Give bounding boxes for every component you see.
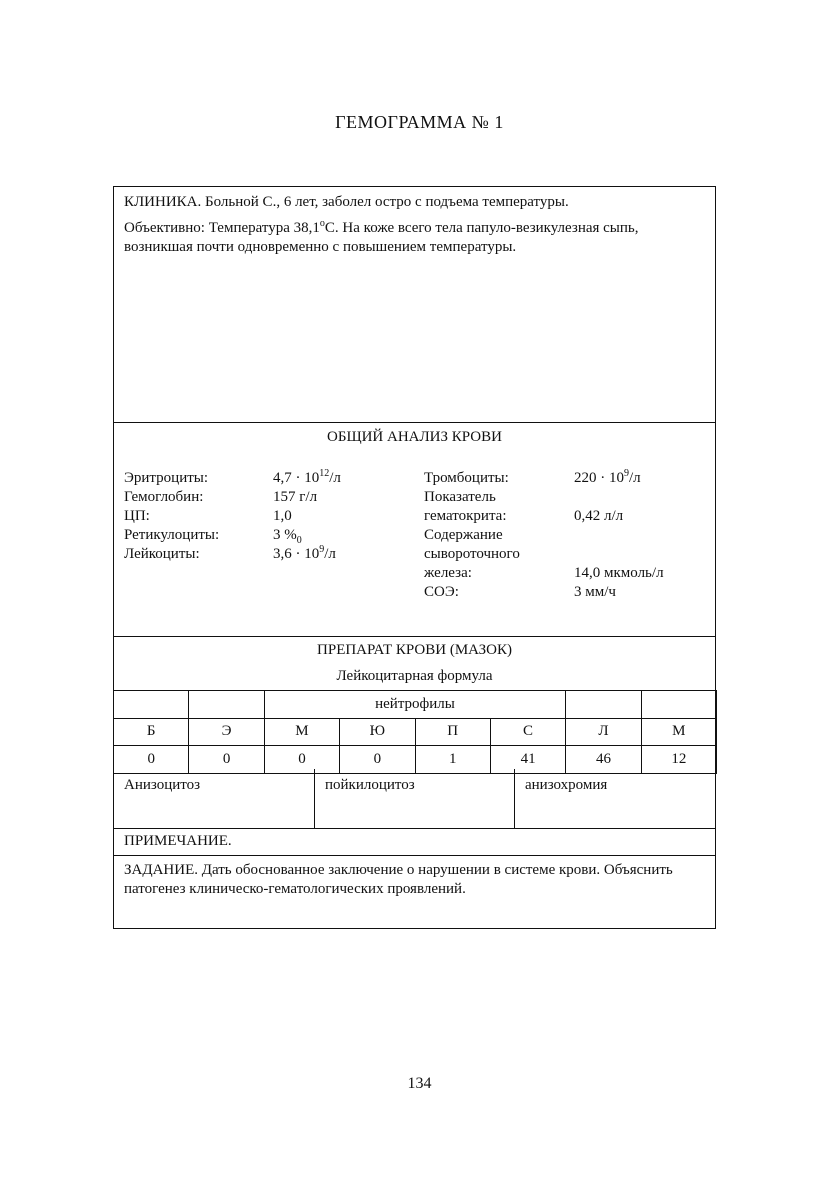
value-leukocytes: $3,6 \cdot 10^9/л$ [273, 544, 336, 562]
clinic-section [114, 187, 715, 423]
label-leukocytes: Лейкоциты: [124, 546, 200, 562]
blood-left-labels [124, 469, 219, 564]
header-cell: С [490, 718, 565, 746]
label-color-index: ЦП: [124, 508, 150, 524]
header-cell: Ю [340, 718, 415, 746]
page-number: 134 [407, 1075, 432, 1092]
hemogram-card [113, 186, 716, 929]
task-section: ЗАДАНИЕ. Дать обоснованное заключение о нарушении в системе крови. Объяснить патогенез клиническо-гематологических проявлений. [124, 862, 673, 897]
table-row [114, 691, 717, 719]
table-row [114, 718, 717, 746]
value-platelets: $220 \cdot 10^9/л$ [574, 468, 641, 486]
label-iron-1: Содержание [424, 527, 503, 543]
label-hematocrit-2: гематокрита: [424, 508, 507, 524]
header-cell: М [264, 718, 339, 746]
value-cell: 0 [264, 746, 339, 774]
smear-title: ПРЕПАРАТ КРОВИ (МАЗОК) [317, 642, 512, 658]
label-reticulocytes: Ретикулоциты: [124, 527, 220, 543]
value-cell: 41 [490, 746, 565, 774]
header-cell: Э [189, 718, 264, 746]
leukocyte-formula-table [113, 690, 717, 774]
value-cell: 0 [114, 746, 189, 774]
blood-left-values [273, 469, 341, 564]
morph-anisochromia: анизохромия [525, 777, 608, 793]
value-cell: 0 [189, 746, 264, 774]
morph-anisocytosis: Анизоцитоз [114, 769, 315, 828]
value-esr: 3 мм/ч [574, 584, 616, 600]
page-title: ГЕМОГРАММА № 1 [335, 112, 504, 132]
label-esr: СОЭ: [424, 584, 459, 600]
note-section: ПРИМЕЧАНИЕ. [114, 829, 715, 856]
header-cell: М [641, 718, 716, 746]
blood-right-labels [424, 469, 520, 602]
value-serum-iron: 14,0 мкмоль/л [574, 565, 664, 581]
value-color-index: 1,0 [273, 508, 292, 524]
value-reticulocytes: 3 $\%_0$ [273, 527, 302, 546]
value-erythrocytes: $4,7 \cdot 10^{12}/л$ [273, 468, 341, 486]
label-hemoglobin: Гемоглобин: [124, 489, 204, 505]
label-iron-2: сывороточного [424, 546, 520, 562]
clinic-intro: КЛИНИКА. Больной С., 6 лет, заболел остро с подъема температуры. [124, 194, 569, 210]
blood-analysis-section [114, 423, 715, 637]
blood-analysis-title: ОБЩИЙ АНАЛИЗ КРОВИ [327, 429, 502, 445]
header-cell: Л [566, 718, 641, 746]
morph-poikilocytosis: пойкилоцитоз [315, 769, 515, 828]
label-erythrocytes: Эритроциты: [124, 470, 209, 486]
blood-right-values [574, 469, 664, 602]
value-hematocrit: 0,42 л/л [574, 508, 624, 524]
morphology-section [114, 769, 715, 829]
label-platelets: Тромбоциты: [424, 470, 509, 486]
value-cell: 46 [566, 746, 641, 774]
value-cell: 0 [340, 746, 415, 774]
smear-section [114, 637, 715, 769]
formula-title: Лейкоцитарная формула [336, 668, 493, 684]
clinic-objective: Объективно: Температура $38,1^оС$. На коже всего тела папуло-везикулезная сыпь, возникшая почти одновременно с повышением температуры. [124, 218, 639, 255]
value-hemoglobin: 157 г/л [273, 489, 318, 505]
header-cell: П [415, 718, 490, 746]
header-cell: Б [114, 718, 189, 746]
value-cell: 12 [641, 746, 716, 774]
neutrophils-header: нейтрофилы [264, 691, 566, 719]
label-iron-3: железа: [424, 565, 472, 581]
label-hematocrit-1: Показатель [424, 489, 496, 505]
value-cell: 1 [415, 746, 490, 774]
